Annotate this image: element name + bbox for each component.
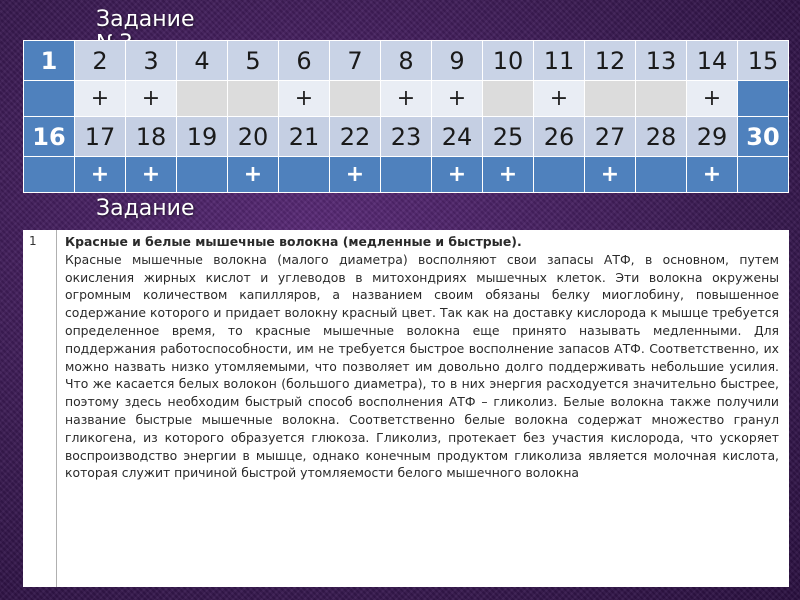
- table-cell: 16: [24, 117, 75, 157]
- table-cell: 14: [687, 41, 738, 81]
- document-title: Красные и белые мышечные волокна (медленные и быстрые).: [65, 234, 522, 249]
- table-cell: +: [483, 157, 534, 193]
- table-cell: 13: [636, 41, 687, 81]
- table-cell: 23: [381, 117, 432, 157]
- row-number: 1: [29, 234, 37, 248]
- table-cell: 2: [75, 41, 126, 81]
- table-cell: 9: [432, 41, 483, 81]
- table-cell: 26: [534, 117, 585, 157]
- table-cell: 27: [585, 117, 636, 157]
- table-cell: +: [279, 81, 330, 117]
- table-cell: +: [75, 81, 126, 117]
- table-cell: +: [228, 157, 279, 193]
- task-3-heading: Задание: [96, 7, 195, 32]
- table-cell: 18: [126, 117, 177, 157]
- task-4-heading: Задание: [96, 196, 195, 221]
- document-body: Красные мышечные волокна (малого диаметра) восполняют свои запасы АТФ, в основном, путем окисления жирных кислот и углеводов в митохондриях мышечных клеток. Эти волокна окружены огромным количеством капилляров, а названием своим обязаны белку миоглобину, повышенное содержание которого и придает волокну красный цвет. Так как на доставку кислорода к мышце требуется определенное время, то красные мышечные волокна еще принято называть медленными. Для поддержания работоспособности, им не требуется быстрое восполнение запасов АТФ. Соответственно, их можно назвать низко утомляемыми, что позволяет им довольно долго поддерживать небольшие усилия. Что же касается белых волокон (большого диаметра), то в них энергия расходуется значительно быстрее, поэтому здесь необходим быстрый способ восполнения АТФ – гликолиз. Белые волокна также получили название быстрые мышечные волокна. Соответственно белые волокна содержат множество гранул гликогена, из которого образуется глюкоза. Гликолиз, протекает без участия кислорода, что ускоряет воспроизводство энергии в мышце, однако конечным продуктом гликолиза является молочная кислота, которая служит причиной быстрой утомляемости белого мышечного волокна: [65, 251, 779, 481]
- table-cell: [24, 81, 75, 117]
- table-cell: [24, 157, 75, 193]
- table-cell: [585, 81, 636, 117]
- table-cell: +: [534, 81, 585, 117]
- table-cell: [279, 157, 330, 193]
- table-cell: 17: [75, 117, 126, 157]
- table-cell: +: [330, 157, 381, 193]
- table-cell: 3: [126, 41, 177, 81]
- table-cell: [738, 81, 789, 117]
- table-cell: 10: [483, 41, 534, 81]
- table-cell: [483, 81, 534, 117]
- table-cell: 7: [330, 41, 381, 81]
- table-cell: 11: [534, 41, 585, 81]
- document-text: [65, 233, 779, 482]
- answers-table: [23, 40, 789, 193]
- table-cell: 24: [432, 117, 483, 157]
- table-cell: +: [432, 81, 483, 117]
- document-panel: [23, 230, 789, 587]
- table-cell: +: [687, 81, 738, 117]
- table-cell: 21: [279, 117, 330, 157]
- table-cell: 6: [279, 41, 330, 81]
- table-cell: [177, 157, 228, 193]
- table-cell: +: [126, 81, 177, 117]
- table-cell: +: [126, 157, 177, 193]
- table-cell: [381, 157, 432, 193]
- table-row-numbers-1: [24, 41, 789, 81]
- table-cell: 20: [228, 117, 279, 157]
- table-cell: +: [381, 81, 432, 117]
- table-cell: 4: [177, 41, 228, 81]
- table-cell: 28: [636, 117, 687, 157]
- table-cell: 22: [330, 117, 381, 157]
- table-row-marks-2: [24, 157, 789, 193]
- table-row-numbers-2: [24, 117, 789, 157]
- table-cell: +: [585, 157, 636, 193]
- table-cell: 25: [483, 117, 534, 157]
- table-cell: [636, 81, 687, 117]
- table-cell: [534, 157, 585, 193]
- table-cell: [177, 81, 228, 117]
- table-cell: +: [75, 157, 126, 193]
- table-cell: [738, 157, 789, 193]
- table-cell: 29: [687, 117, 738, 157]
- row-number-column: [23, 230, 57, 587]
- table-cell: 15: [738, 41, 789, 81]
- table-cell: 30: [738, 117, 789, 157]
- table-cell: 19: [177, 117, 228, 157]
- table-cell: +: [432, 157, 483, 193]
- table-cell: 5: [228, 41, 279, 81]
- table-cell: +: [687, 157, 738, 193]
- table-row-marks-1: [24, 81, 789, 117]
- table-cell: 1: [24, 41, 75, 81]
- table-cell: 8: [381, 41, 432, 81]
- table-cell: [636, 157, 687, 193]
- table-cell: [330, 81, 381, 117]
- table-cell: 12: [585, 41, 636, 81]
- table-cell: [228, 81, 279, 117]
